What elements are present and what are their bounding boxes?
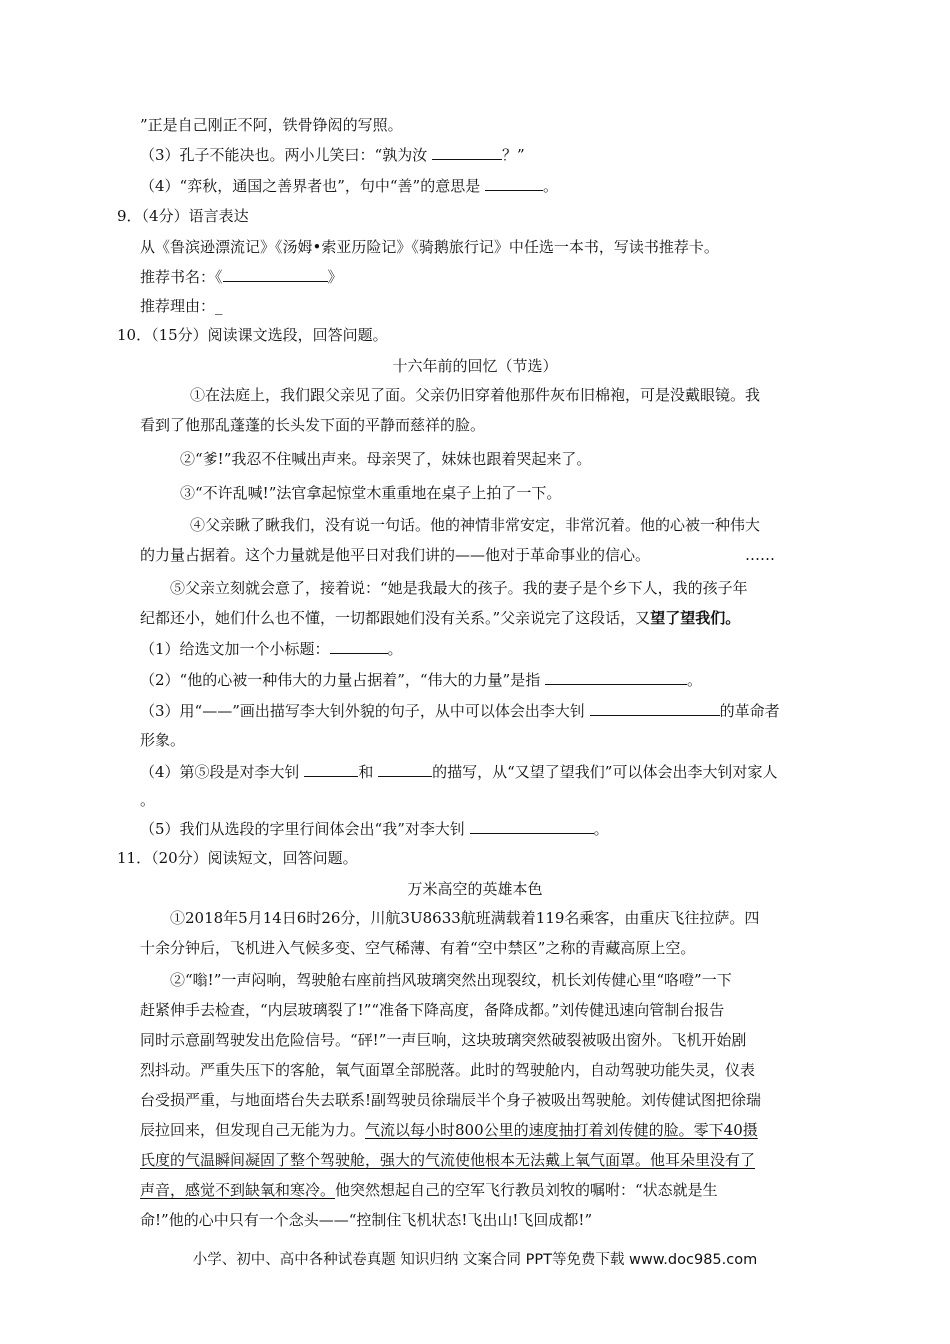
q9-reason: 推荐理由：_ <box>140 297 223 315</box>
answer-blank[interactable] <box>432 143 502 160</box>
q11-para-2-line-8: 声音，感觉不到缺氧和寒冷。他突然想起自己的空军飞行教员刘牧的嘱咐：“状态就是生 <box>140 1181 718 1199</box>
q11-para-2: ②“嗡!”一声闷响，驾驶舱右座前挡风玻璃突然出现裂纹，机长刘传健心里“咯噔”一下 <box>170 971 732 989</box>
q10-sub-5: （5）我们从选段的字里行间体会出“我”对李大钊 。 <box>140 817 609 839</box>
q11-para-1-cont: 十余分钟后，飞机进入气候多变、空气稀薄、有着“空中禁区”之称的青藏高原上空。 <box>140 939 696 957</box>
q10-sub-2: （2）“他的心被一种伟大的力量占据着”，“伟大的力量”是指 。 <box>140 668 702 690</box>
q10-para-4-cont: 的力量占据着。这个力量就是他平日对我们讲的——他对于革命事业的信心。 <box>140 546 651 564</box>
q10-para-1: ①在法庭上，我们跟父亲见了面。父亲仍旧穿着他那件灰布旧棉袍，可是没戴眼镜。我 <box>190 386 761 404</box>
underlined-sentence: 气流以每小时800公里的速度抽打着刘传健的脸。零下40摄 <box>365 1121 758 1139</box>
q11-para-2-line-2: 赶紧伸手去检查，“内层玻璃裂了!”“准备下降高度，备降成都。”刘传健迅速向管制台报告 <box>140 1001 725 1019</box>
answer-blank[interactable] <box>378 760 432 777</box>
page-footer: 小学、初中、高中各种试卷真题 知识归纳 文案合同 PPT等免费下载 www.doc985.com <box>192 1252 758 1268</box>
q11-para-2-line-5: 台受损严重，与地面塔台失去联系!副驾驶员徐瑞辰半个身子被吸出驾驶舱。刘传健试图把徐瑞 <box>140 1091 762 1109</box>
q11-para-2-line-9: 命!”他的心中只有一个念头——“控制住飞机状态!飞出山!飞回成都!” <box>140 1211 593 1229</box>
answer-blank[interactable] <box>330 637 388 654</box>
q11-para-2-line-6: 辰拉回来，但发现自己无能为力。气流以每小时800公里的速度抽打着刘传健的脸。零下40摄 <box>140 1121 758 1139</box>
q11-passage-title: 万米高空的英雄本色 <box>407 880 543 898</box>
q9-instruction: 从《鲁滨逊漂流记》《汤姆•索亚历险记》《骑鹅旅行记》中任选一本书，写读书推荐卡。 <box>140 238 719 256</box>
underlined-sentence: 氏度的气温瞬间凝固了整个驾驶舱，强大的气流使他根本无法戴上氧气面罩。他耳朵里没有了 <box>140 1151 756 1169</box>
q11-heading: 11．（20分）阅读短文，回答问题。 <box>117 849 358 867</box>
q10-sub-3-cont: 形象。 <box>140 731 186 749</box>
q9-heading: 9．（4分）语言表达 <box>117 207 249 225</box>
answer-blank[interactable] <box>545 668 687 685</box>
q10-para-5: ⑤父亲立刻就会意了，接着说：“她是我最大的孩子。我的妻子是个乡下人，我的孩子年 <box>170 579 748 597</box>
q10-sub-3: （3）用“——”画出描写李大钊外貌的句子，从中可以体会出李大钊 的革命者 <box>140 699 780 721</box>
q8-line-2: （3）孔子不能决也。两小儿笑曰：“孰为汝 ？” <box>140 143 525 165</box>
q10-para-3: ③“不许乱喊!”法官拿起惊堂木重重地在桌子上拍了一下。 <box>180 484 562 502</box>
answer-blank[interactable] <box>485 174 543 191</box>
q9-book-name: 推荐书名：《 》 <box>140 265 343 287</box>
q10-sub-1: （1）给选文加一个小标题： 。 <box>140 637 403 659</box>
q10-sub-4: （4）第⑤段是对李大钊 和 的描写，从“又望了望我们”可以体会出李大钊对家人 <box>140 760 777 782</box>
q10-para-5-cont: 纪都还小，她们什么也不懂，一切都跟她们没有关系。”父亲说完了这段话，又望了望我们。 <box>140 609 741 627</box>
q10-para-2: ②“爹!”我忍不住喊出声来。母亲哭了，妹妹也跟着哭起来了。 <box>180 450 592 468</box>
answer-blank[interactable] <box>590 699 720 716</box>
q11-para-1: ①2018年5月14日6时26分，川航3U8633航班满载着119名乘客，由重庆飞往拉萨。四 <box>170 909 760 927</box>
q8-line-3: （4）“弈秋，通国之善界者也”，句中“善”的意思是 。 <box>140 174 558 196</box>
q11-para-2-line-7 <box>140 1149 755 1171</box>
q11-para-2-line-4: 烈抖动。严重失压下的客舱，氧气面罩全部脱落。此时的驾驶舱内，自动驾驶功能失灵，仪表 <box>140 1061 756 1079</box>
q10-ellipsis: …… <box>745 546 775 564</box>
q10-para-1-cont: 看到了他那乱蓬蓬的长头发下面的平静而慈祥的脸。 <box>140 416 486 434</box>
q8-line-1: ”正是自己刚正不阿，铁骨铮闳的写照。 <box>140 116 403 134</box>
answer-blank[interactable] <box>304 760 358 777</box>
answer-blank[interactable] <box>470 817 594 834</box>
q10-para-4: ④父亲瞅了瞅我们，没有说一句话。他的神情非常安定，非常沉着。他的心被一种伟大 <box>190 516 761 534</box>
q10-heading: 10．（15分）阅读课文选段，回答问题。 <box>117 326 388 344</box>
underlined-sentence: 声音，感觉不到缺氧和寒冷。 <box>140 1181 336 1199</box>
q11-para-2-line-3: 同时示意副驾驶发出危险信号。“砰!”一声巨响，这块玻璃突然破裂被吸出窗外。飞机开始剧 <box>140 1031 747 1049</box>
answer-blank[interactable] <box>223 265 328 282</box>
q10-passage-title: 十六年前的回忆（节选） <box>392 357 558 375</box>
q10-sub-4-cont: 。 <box>140 791 156 809</box>
